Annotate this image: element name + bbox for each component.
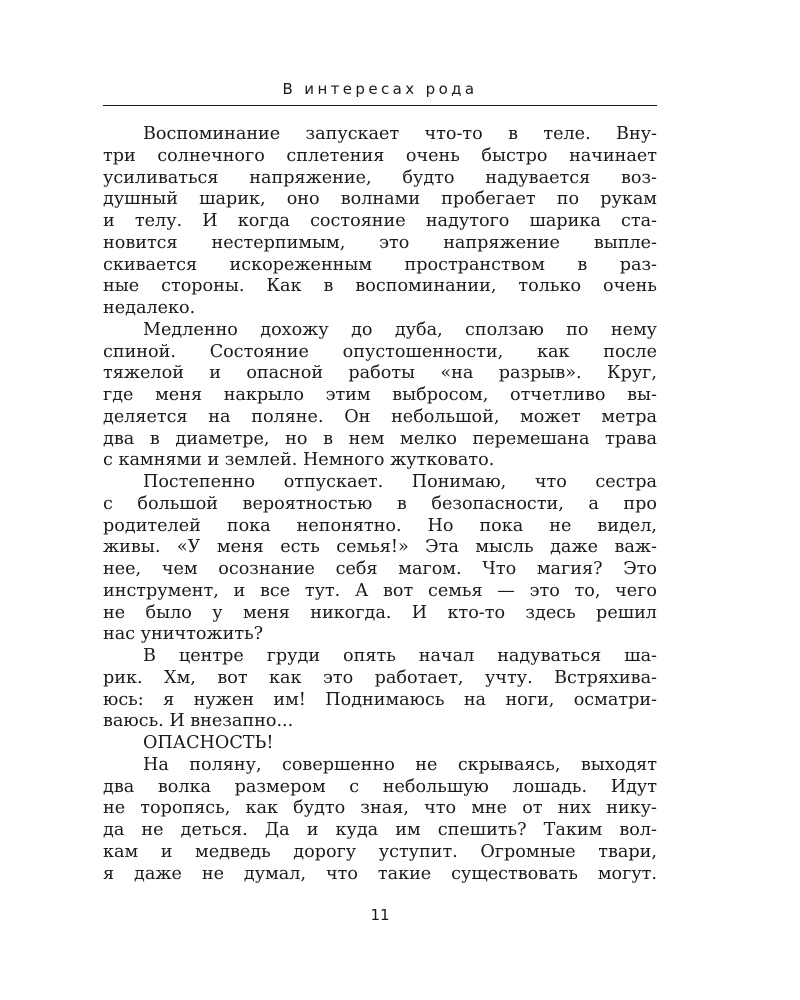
paragraph-6 <box>103 755 657 886</box>
text-line: инструмент, и все тут. А вот семья — это то, чего <box>103 580 657 601</box>
text-line: В центре груди опять начал надуваться ша- <box>143 646 657 666</box>
text-line: рик. Хм, вот как это работает, учту. Встряхива- <box>103 667 657 688</box>
text-line: ваюсь. И внезапно... <box>103 711 294 732</box>
text-line: юсь: я нужен им! Поднимаюсь на ноги, осматри- <box>103 689 657 710</box>
text-line: новится нестерпимым, это напряжение выпле- <box>103 232 657 253</box>
text-line: не было у меня никогда. И кто-то здесь решил <box>103 602 657 623</box>
text-line: два в диаметре, но в нем мелко перемешана трава <box>103 428 657 449</box>
text-line: Воспоминание запускает что-то в теле. Вну- <box>143 124 657 144</box>
text-line: живы. «У меня есть семья!» Эта мысль даже важ- <box>103 537 657 558</box>
text-line: три солнечного сплетения очень быстро начинает <box>103 145 657 166</box>
danger-exclamation: ОПАСНОСТЬ! <box>143 733 274 753</box>
text-line: тяжелой и опасной работы «на разрыв». Круг, <box>103 363 657 384</box>
paragraph-1 <box>103 124 657 320</box>
text-line: да не деться. Да и куда им спешить? Таким вол- <box>103 820 657 840</box>
text-line: не торопясь, как будто зная, что мне от них нику- <box>103 798 657 819</box>
text-line: ные стороны. Как в воспоминании, только очень <box>103 276 657 297</box>
text-line: усиливаться напряжение, будто надувается воз- <box>103 167 657 188</box>
running-title: В интересах рода <box>282 80 478 98</box>
text-line: кам и медведь дорогу уступит. Огромные твари, <box>103 841 657 862</box>
text-line: с большой вероятностью в безопасности, а про <box>103 493 657 514</box>
paragraph-3 <box>103 472 657 646</box>
text-line: деляется на поляне. Он небольшой, может метра <box>103 406 657 427</box>
text-line: где меня накрыло этим выбросом, отчетливо вы- <box>103 385 657 405</box>
text-line: Медленно дохожу до дуба, сползаю по нему <box>143 319 657 340</box>
text-line: Постепенно отпускает. Понимаю, что сестра <box>143 472 657 492</box>
text-line: недалеко. <box>103 298 196 318</box>
header-rule <box>103 105 657 106</box>
text-line: родителей пока непонятно. Но пока не видел, <box>103 515 657 536</box>
text-line: скивается искореженным пространством в раз- <box>103 254 657 275</box>
text-line: и телу. И когда состояние надутого шарика ста- <box>103 211 657 231</box>
paragraph-4 <box>103 646 657 733</box>
text-line: с камнями и землей. Немного жутковато. <box>103 450 495 471</box>
text-line: я даже не думал, что такие существовать могут. <box>103 863 657 884</box>
text-line: спиной. Состояние опустошенности, как после <box>103 341 657 362</box>
paragraph-2 <box>103 320 657 472</box>
text-line: душный шарик, оно волнами пробегает по рукам <box>103 189 657 210</box>
text-line: нее, чем осознание себя магом. Что магия? Это <box>103 559 657 579</box>
text-line: На поляну, совершенно не скрываясь, выходят <box>143 754 657 775</box>
body-text <box>103 124 657 885</box>
text-line: нас уничтожить? <box>103 624 264 645</box>
page-number: 11 <box>370 906 390 924</box>
text-line: два волка размером с небольшую лошадь. Идут <box>103 776 657 797</box>
paragraph-5 <box>103 733 657 755</box>
